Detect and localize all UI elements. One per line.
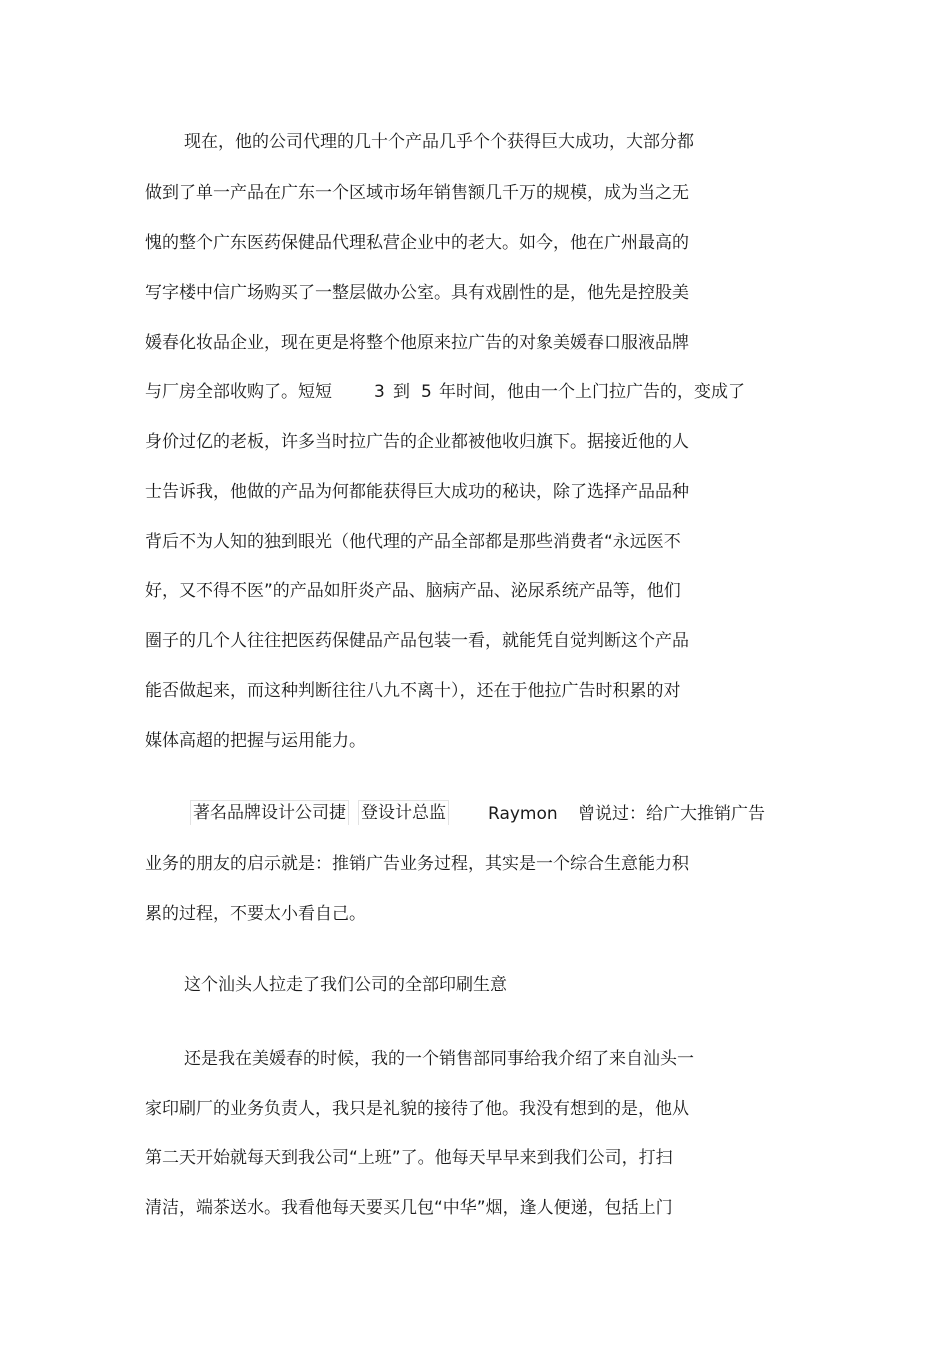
text-segment: 3	[374, 382, 385, 402]
paragraph-line: 身价过亿的老板，许多当时拉广告的企业都被他收归旗下。据接近他的人	[145, 432, 689, 452]
paragraph-line: 业务的朋友的启示就是：推销广告业务过程，其实是一个综合生意能力积	[145, 854, 689, 874]
paragraph-line-mixed	[145, 380, 785, 404]
paragraph-line: 还是我在美媛春的时候，我的一个销售部同事给我介绍了来自汕头一	[184, 1049, 694, 1069]
text-segment: 到	[393, 382, 410, 402]
paragraph-line: 好，又不得不医”的产品如肝炎产品、脑病产品、泌尿系统产品等，他们	[145, 581, 681, 601]
paragraph-line: 背后不为人知的独到眼光（他代理的产品全部都是那些消费者“永远医不	[145, 532, 681, 552]
text-segment: 5	[421, 382, 432, 402]
paragraph-line: 媛春化妆品企业，现在更是将整个他原来拉广告的对象美媛春口服液品牌	[145, 333, 689, 353]
paragraph-line: 清洁，端茶送水。我看他每天要买几包“中华”烟，逢人便递，包括上门	[145, 1198, 673, 1218]
section-heading: 这个汕头人拉走了我们公司的全部印刷生意	[184, 975, 507, 995]
paragraph-line: 士告诉我，他做的产品为何都能获得巨大成功的秘诀，除了选择产品品种	[145, 482, 689, 502]
text-segment: 登设计总监	[358, 800, 449, 825]
paragraph-line: 能否做起来，而这种判断往往八九不离十），还在于他拉广告时积累的对	[145, 681, 681, 701]
text-segment: 曾说过：给广大推销广告	[578, 804, 765, 824]
text-segment: 著名品牌设计公司捷	[190, 800, 349, 825]
text-segment: 与厂房全部收购了。短短	[145, 382, 332, 402]
quote-line-mixed	[190, 802, 790, 826]
paragraph-line: 做到了单一产品在广东一个区域市场年销售额几千万的规模，成为当之无	[145, 183, 689, 203]
text-segment: 年时间，他由一个上门拉广告的，变成了	[439, 382, 745, 402]
paragraph-line: 第二天开始就每天到我公司“上班”了。他每天早早来到我们公司，打扫	[145, 1148, 673, 1168]
paragraph-line: 现在，他的公司代理的几十个产品几乎个个获得巨大成功，大部分都	[184, 132, 694, 152]
text-segment: Raymon	[488, 804, 558, 824]
paragraph-line: 圈子的几个人往往把医药保健品产品包装一看，就能凭自觉判断这个产品	[145, 631, 689, 651]
paragraph-line: 家印刷厂的业务负责人，我只是礼貌的接待了他。我没有想到的是，他从	[145, 1099, 689, 1119]
paragraph-line: 愧的整个广东医药保健品代理私营企业中的老大。如今，他在广州最高的	[145, 233, 689, 253]
paragraph-line: 写字楼中信广场购买了一整层做办公室。具有戏剧性的是，他先是控股美	[145, 283, 689, 303]
paragraph-line: 累的过程，不要太小看自己。	[145, 904, 366, 924]
paragraph-line: 媒体高超的把握与运用能力。	[145, 731, 366, 751]
